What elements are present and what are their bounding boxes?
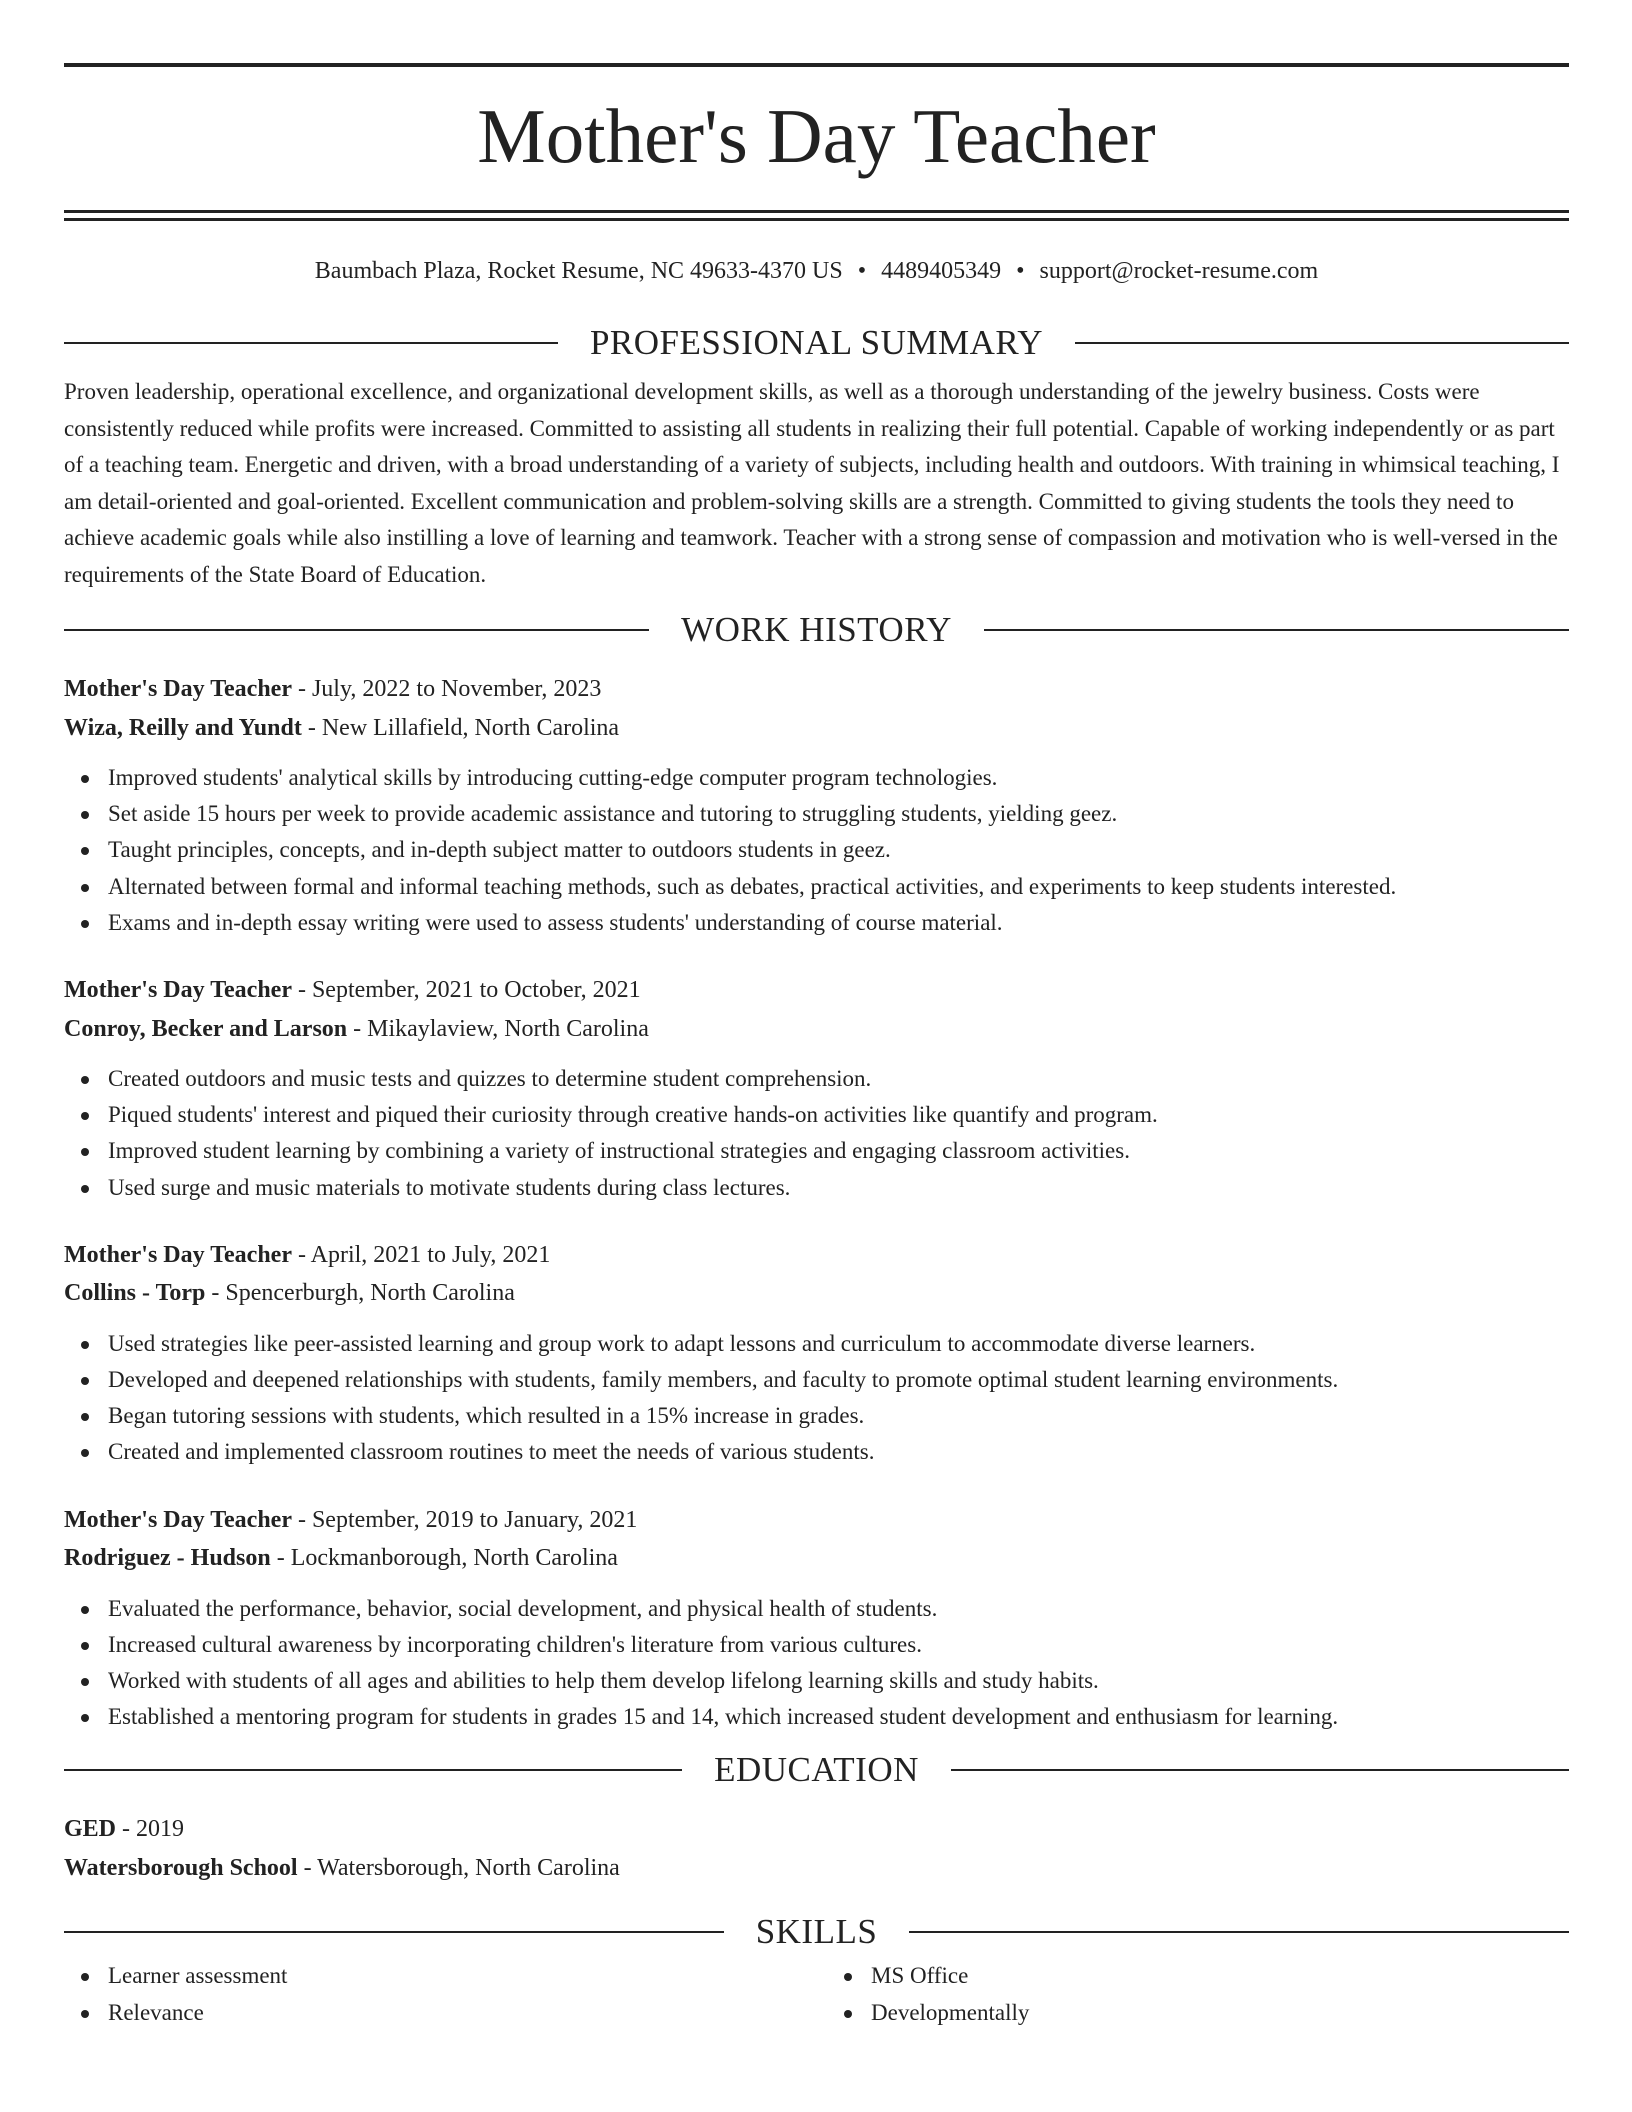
job-title: Mother's Day Teacher	[64, 977, 292, 1004]
job-bullet: Improved students' analytical skills by introducing cutting-edge computer program technologies.	[64, 760, 1569, 796]
job-bullet: Created and implemented classroom routines to meet the needs of various students.	[64, 1434, 1569, 1470]
job-dates: - July, 2022 to November, 2023	[291, 676, 602, 702]
resume-name: Mother's Day Teacher	[477, 93, 1156, 179]
section-title-skills: SKILLS	[64, 1911, 1569, 1953]
job-bullet: Worked with students of all ages and abilities to help them develop lifelong learning skills and study habits.	[64, 1663, 1569, 1699]
job-bullet: Set aside 15 hours per week to provide academic assistance and tutoring to struggling students, yielding geez.	[64, 796, 1569, 832]
job-dates: - September, 2021 to October, 2021	[291, 977, 641, 1004]
skills-list	[64, 1958, 1569, 2030]
job-bullet: Used surge and music materials to motivate students during class lectures.	[64, 1170, 1569, 1206]
job-title-line	[64, 1236, 1569, 1275]
job-location: - New Lillafield, North Carolina	[301, 714, 620, 741]
job-title-line	[64, 971, 1569, 1010]
job-company: Collins - Torp	[64, 1280, 206, 1307]
job-title: Mother's Day Teacher	[64, 1241, 292, 1268]
name-double-rule	[64, 210, 1569, 221]
contact-separator: •	[857, 258, 867, 284]
contact-email[interactable]: support@rocket-resume.com	[1039, 258, 1319, 284]
job-bullet: Began tutoring sessions with students, which resulted in a 15% increase in grades.	[64, 1398, 1569, 1434]
education-degree-line	[64, 1810, 1569, 1849]
job-company: Wiza, Reilly and Yundt	[64, 714, 302, 741]
job-entry	[64, 670, 1569, 941]
job-company: Rodriguez - Hudson	[64, 1545, 271, 1572]
education-entry	[64, 1810, 1569, 1887]
job-location: - Spencerburgh, North Carolina	[205, 1280, 515, 1307]
job-company-line	[64, 1539, 1569, 1578]
contact-line	[64, 256, 1569, 286]
job-title: Mother's Day Teacher	[64, 676, 292, 702]
job-bullet: Developed and deepened relationships with students, family members, and faculty to promote optimal student learning environments.	[64, 1362, 1569, 1398]
education-year: - 2019	[116, 1816, 185, 1843]
job-location: - Mikaylaview, North Carolina	[347, 1015, 649, 1042]
skill-item: Relevance	[64, 1995, 806, 2031]
section-title-work: WORK HISTORY	[64, 609, 1569, 651]
job-company-line	[64, 709, 1569, 748]
job-title: Mother's Day Teacher	[64, 1506, 292, 1533]
job-title-line	[64, 1501, 1569, 1540]
job-bullets	[64, 1591, 1569, 1736]
job-company: Conroy, Becker and Larson	[64, 1015, 348, 1042]
job-bullets	[64, 1326, 1569, 1471]
education-degree: GED	[64, 1816, 117, 1843]
skills-column-left	[64, 1958, 806, 2030]
top-rule	[64, 63, 1569, 67]
job-bullet: Created outdoors and music tests and quizzes to determine student comprehension.	[64, 1061, 1569, 1097]
job-bullet: Alternated between formal and informal teaching methods, such as debates, practical activities, and experiments to keep students interested.	[64, 869, 1569, 905]
education-school-line	[64, 1849, 1569, 1888]
job-bullet: Evaluated the performance, behavior, social development, and physical health of students.	[64, 1591, 1569, 1627]
contact-phone: 4489405349	[881, 258, 1002, 284]
summary-text: Proven leadership, operational excellence, and organizational development skills, as well as a thorough understanding of the jewelry business. Costs were consistently reduced while profits were increased. Committed to assisting all students in realizing their full potential. Capable of working independently or as part of a teaching team. Energetic and driven, with a broad understanding of a variety of subjects, including health and outdoors. With training in whimsical teaching, I am detail-oriented and goal-oriented. Excellent communication and problem-solving skills are a strength. Committed to giving students the tools they need to achieve academic goals while also instilling a love of learning and teamwork. Teacher with a strong sense of compassion and motivation who is well-versed in the requirements of the State Board of Education.	[64, 379, 1560, 587]
skill-item: MS Office	[827, 1958, 1569, 1994]
education-location: - Watersborough, North Carolina	[297, 1854, 620, 1881]
job-bullet: Taught principles, concepts, and in-depth subject matter to outdoors students in geez.	[64, 832, 1569, 868]
job-title-line	[64, 670, 1569, 709]
job-bullet: Established a mentoring program for students in grades 15 and 14, which increased student development and enthusiasm for learning.	[64, 1699, 1569, 1735]
job-dates: - September, 2019 to January, 2021	[291, 1506, 638, 1533]
contact-address: Baumbach Plaza, Rocket Resume, NC 49633-4370 US	[314, 258, 843, 284]
resume-page	[64, 63, 1569, 2031]
skill-item: Learner assessment	[64, 1958, 806, 1994]
job-entry	[64, 971, 1569, 1206]
skills-column-right	[827, 1958, 1569, 2030]
job-dates: - April, 2021 to July, 2021	[291, 1241, 551, 1268]
job-entry	[64, 1501, 1569, 1736]
job-bullet: Exams and in-depth essay writing were used to assess students' understanding of course material.	[64, 905, 1569, 941]
job-company-line	[64, 1274, 1569, 1313]
job-location: - Lockmanborough, North Carolina	[270, 1545, 618, 1572]
skill-item: Developmentally	[827, 1995, 1569, 2031]
section-title-education: EDUCATION	[64, 1749, 1569, 1791]
job-entry	[64, 1236, 1569, 1471]
section-title-summary: PROFESSIONAL SUMMARY	[64, 322, 1569, 364]
education-school: Watersborough School	[64, 1854, 298, 1881]
job-bullet: Increased cultural awareness by incorporating children's literature from various cultures.	[64, 1627, 1569, 1663]
job-bullet: Improved student learning by combining a variety of instructional strategies and engaging classroom activities.	[64, 1133, 1569, 1169]
job-bullets	[64, 1061, 1569, 1206]
job-bullet: Piqued students' interest and piqued their curiosity through creative hands-on activities like quantify and program.	[64, 1097, 1569, 1133]
contact-separator: •	[1016, 258, 1025, 284]
job-bullet: Used strategies like peer-assisted learning and group work to adapt lessons and curriculum to accommodate diverse learners.	[64, 1326, 1569, 1362]
job-company-line	[64, 1010, 1569, 1049]
job-bullets	[64, 760, 1569, 941]
